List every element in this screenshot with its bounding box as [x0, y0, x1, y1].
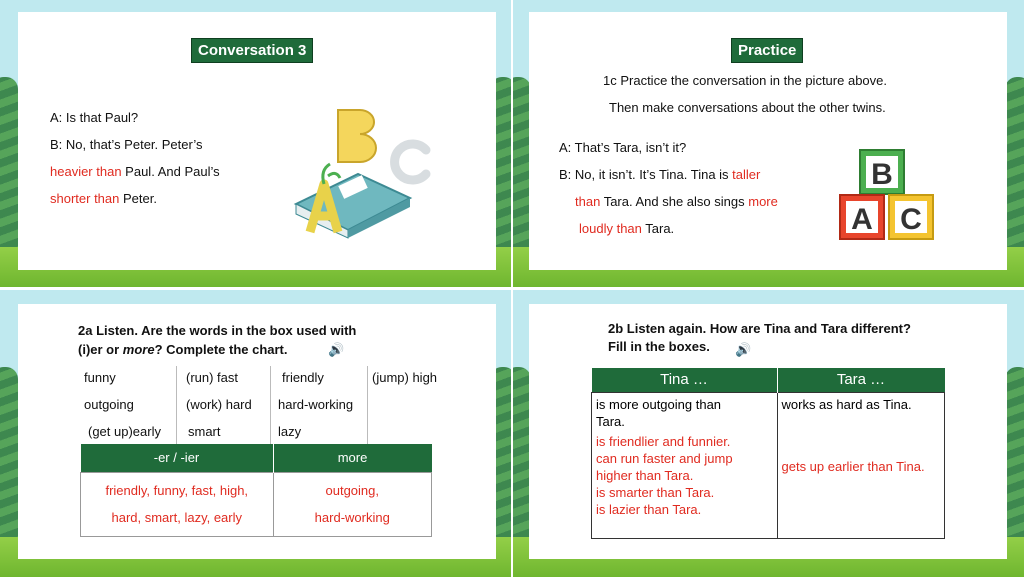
slide-card [529, 12, 1007, 270]
comparison-chart [591, 368, 945, 539]
instruction-line: Then make conversations about the other twins. [609, 100, 886, 115]
slide-practice [513, 0, 1024, 287]
slide-card [18, 12, 496, 270]
word-item: smart [188, 424, 221, 439]
abc-book-illustration [288, 92, 438, 242]
dialog-text: Peter. [119, 191, 157, 206]
answer-text: hard-working [314, 510, 390, 525]
word-item: (run) fast [186, 370, 239, 385]
highlight-text: than [575, 194, 601, 209]
dialog-text: Tara. And she also sings [600, 194, 749, 209]
highlight-text: shorter than [50, 191, 120, 206]
answer-text: works as hard as Tina. [781, 396, 912, 412]
title-text: (i)er or [78, 342, 123, 357]
answer-text: is smarter than Tara. [596, 484, 715, 500]
answer-text: is friendlier and funnier. [596, 433, 731, 449]
speaker-icon[interactable]: 🔊 [735, 342, 752, 357]
slide-conversation-3 [0, 0, 511, 287]
instruction-line: 1c Practice the conversation in the picture above. [603, 73, 887, 88]
block-letter: B [871, 158, 893, 191]
dialog-line [50, 191, 157, 206]
word-item: hard-working [278, 397, 354, 412]
dialog-text: Tara. [641, 221, 675, 236]
highlight-text: heavier than [50, 164, 122, 179]
slide-card [529, 304, 1007, 559]
dialog-line [575, 194, 778, 209]
highlight-text: loudly than [579, 221, 642, 236]
exercise-title: 2a Listen. Are the words in the box used with [78, 323, 357, 338]
dialog-text: Paul. And Paul’s [121, 164, 220, 179]
answer-chart [80, 444, 432, 537]
exercise-title: 2b Listen again. How are Tina and Tara different? [608, 321, 911, 336]
chart-header: -er / -ier [81, 444, 274, 472]
chart-header: more [337, 450, 368, 466]
word-item: friendly [282, 370, 324, 385]
word-item: funny [84, 370, 116, 385]
dialog-line [579, 221, 674, 236]
word-item: (jump) high [372, 370, 438, 385]
word-item: (get up)early [88, 424, 161, 439]
dialog-line: A: Is that Paul? [50, 110, 139, 125]
answer-text: higher than Tara. [596, 467, 694, 483]
speaker-icon[interactable]: 🔊 [328, 342, 345, 357]
answer-text: Tara. [596, 413, 625, 429]
slide-card [18, 304, 496, 559]
chart-cell [273, 472, 432, 536]
chart-header: Tina … [592, 368, 778, 392]
dialog-line [50, 164, 220, 179]
answer-text: outgoing, [325, 483, 379, 498]
exercise-title: Fill in the boxes. [608, 339, 710, 354]
abc-blocks-illustration [834, 140, 949, 245]
tina-cell [592, 392, 778, 538]
slide-title-tag: Practice [731, 38, 803, 63]
answer-text: gets up earlier than Tina. [781, 458, 925, 474]
title-text: ? Complete the chart. [154, 342, 288, 357]
slide-title-tag: Conversation 3 [191, 38, 313, 63]
tara-cell [777, 392, 945, 538]
dialog-line [559, 167, 760, 182]
slide-2a [0, 290, 511, 577]
word-item: outgoing [84, 397, 134, 412]
word-box [80, 364, 450, 448]
title-text-italic: more [122, 342, 155, 357]
block-letter: A [851, 203, 873, 236]
answer-text: is more outgoing than [596, 396, 722, 412]
dialog-line: B: No, that’s Peter. Peter’s [50, 137, 203, 152]
highlight-text: more [748, 194, 778, 209]
slide-2b [513, 290, 1024, 577]
answer-text: friendly, funny, fast, high, [105, 483, 249, 498]
answer-text: hard, smart, lazy, early [111, 510, 243, 525]
answer-text: can run faster and jump [596, 450, 733, 466]
dialog-text: B: No, it isn’t. It’s Tina. Tina is [559, 167, 733, 182]
answer-text: is lazier than Tara. [596, 501, 702, 517]
block-letter: C [900, 203, 922, 236]
dialog-line: A: That’s Tara, isn’t it? [559, 140, 687, 155]
word-item: (work) hard [186, 397, 252, 412]
chart-header: Tara … [836, 371, 886, 389]
chart-cell [81, 472, 274, 536]
exercise-title [78, 342, 288, 357]
word-item: lazy [278, 424, 302, 439]
highlight-text: taller [732, 167, 761, 182]
